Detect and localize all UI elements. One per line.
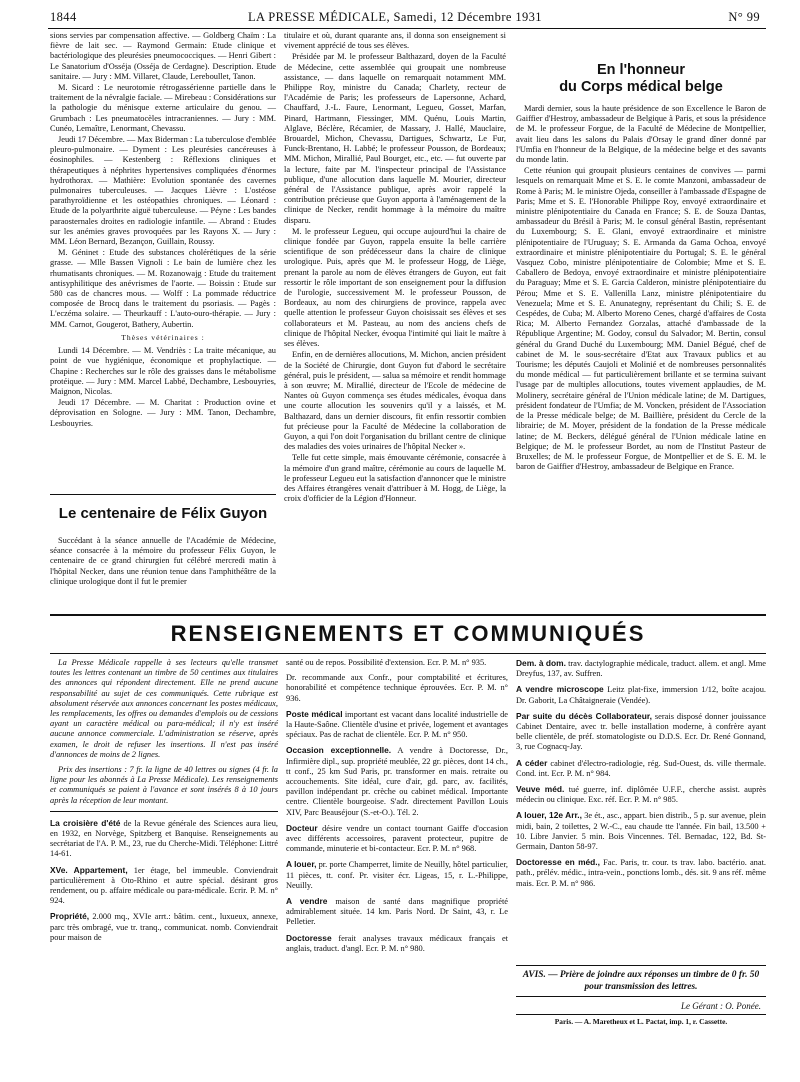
paragraph: Enfin, en de dernières allocutions, M. Michon, ancien président de la Société de Chirurgie, dont Guyon fut d'abord le secrétaire général, puis le président, — salua sa mémoire et rendit hommage à son œuvre; M. Mirallié, directeur de l'Ecole de médecine de Nantes où Guyon commença ses études médicales, évoqua dans une courte allocution les souvenirs qu'il y a laissés, et M. Balthazard, dans un dernier discours, fit enfin ressortir combien fut précieuse pour la Faculté de Médecine la collaboration de Guyon, a qui l'on doit l'organisation du brillant centre de clinique des maladies des voies urinaires de l'hôpital Necker ». [284, 350, 506, 452]
paragraph: titulaire et où, durant quarante ans, il donna son enseignement si vivement apprécié de tous ses élèves. [284, 31, 506, 51]
ad-text: 2.000 mq., XVIe arrt.: bâtim. cent., luxueux, annexe, parc très ombragé, vue tr. tranq., communicat. nomb. Conviendrait pour maison de [50, 912, 278, 942]
ad-heading: A louer, [286, 859, 317, 870]
ad-heading: A céder [516, 757, 548, 768]
ad-heading: Dem. à dom. [516, 658, 566, 668]
ad-text: ferait analyses travaux médicaux français et anglais, traduct. d'angl. Ecr. P. M. n° 980. [286, 933, 508, 953]
page-number: 1844 [50, 10, 77, 24]
issue-number: N° 99 [728, 10, 760, 24]
ad-item [516, 758, 766, 779]
ad-item [286, 709, 508, 741]
header-rule [48, 28, 766, 29]
imprint-line: Paris. — A. Maretheux et L. Pactat, imp. 1, r. Cassette. [554, 1017, 728, 1026]
ad-text: trav. dactylographie médicale, traduct. allem. et angl. Mme Dreyfus, 137, av. Suffren. [516, 659, 767, 679]
ad-text: cabinet d'électro-radiologie, rég. Sud-Ouest, ds. ville thermale. Cond. int. Ecr. P. M. n° 984. [516, 758, 766, 778]
paragraph: sions servies par compensation affective. — Goldberg Chaïm : La fièvre de lait sec. — Raymond Germain: Etude clinique et bactériologique des pleurésies pneumococciques. — Henri Gibert : Le Sanatorium d'Osséja (Osséja de Cerdagne). Description. Etude sanitaire. — Jury : MM. Villaret, Claude, Lereboullet, Tanon. [50, 31, 276, 81]
ad-heading: Veuve méd. [516, 784, 565, 795]
guyon-title: Le centenaire de Félix Guyon [58, 505, 268, 522]
paragraph: Telle fut cette simple, mais émouvante cérémonie, consacrée à la mémoire d'un grand maître, cérémonie au cours de laquelle M. le professeur Legueu eut la satisfaction d'annoncer que le ministre des Affaires étrangères venait d'attribuer à M. Hogg, de Liège, la croix d'officier de la Légion d'Honneur. [284, 453, 506, 504]
ad-heading: Poste médical [286, 708, 343, 719]
gerant-line: Le Gérant : O. Ponée. [681, 1001, 761, 1011]
ad-divider [50, 811, 278, 812]
ad-heading: A louer, 12e Arr., [516, 810, 582, 821]
banner-rule-bottom [50, 653, 766, 654]
ad-text: 3e ét., asc., appart. bien distrib., 5 p. sur avenue, plein midi, bain, 2 toilettes, 2 W.-C., eau chaude tte l'année. Fin bail, 13.500 + 10. Libre Janvier. 5 min. Bois Vincennes. Tél. Bernadac, 122, Bd. St-Germain, Danton 58-97. [516, 811, 766, 852]
avis-rule-bottom [516, 996, 766, 997]
avis-notice: AVIS. — Prière de joindre aux réponses un timbre de 0 fr. 50 pour transmission des lettres. [522, 970, 760, 992]
ad-item [286, 823, 508, 855]
ad-heading: Occasion exceptionnelle. [286, 745, 392, 756]
avis-rule-top [516, 965, 766, 966]
ad-item [50, 911, 278, 943]
ad-item [516, 784, 766, 805]
ad-item [286, 658, 508, 668]
ad-heading: XVe. Appartement, [50, 864, 128, 875]
ad-heading: Propriété, [50, 911, 90, 922]
ad-item [516, 711, 766, 753]
ad-heading: Doctoresse en méd., [516, 857, 600, 868]
paragraph: M. le professeur Legueu, qui occupe aujourd'hui la chaire de clinique fondée par Guyon, rappela ensuite la belle carrière scientifique de son prédécesseur dans la chaire de clinique urologique. Puis, après que M. le professeur Hogg, de Liège, prenant la parole au nom de élèves étrangers de Guyon, eut fait ressortir le rôle important de son enseignement pour la diffusion de l'urologie, successivement M. le professeur Pousson, de Bordeaux, au nom des chirurgiens de province, rappela avec quelle attention le professeur Guyon choisissait ses élèves et ses collaborateurs et M. Pasteau, au nom des anciens chefs de clinique de l'hôpital Necker, évoqua l'intimité qui liait le maître à ses élèves. [284, 226, 506, 349]
paragraph: Jeudi 17 Décembre. — Max Biderman : La tuberculose d'emblée pleuro-pulmonaire. — Dyment : Les pleurésies cancéreuses à éosinophiles. — Kestenberg : Réflexions cliniques et thérapeutiques à néphrites hypertensives compliquées d'énormes hydrothorax. — Mathière: Evolution spontanée des cavernes pulmonaires tuberculeuses. — Jacques Lièvre : L'ostéose parathyroïdienne et les ostéopathies chroniques. — Léonard : Etude de la polyarthrite aiguë tuberculeuse. — Péyne : Les bandes paraosternales droites en radiologie infantile. — Abrand : Etudes sur les anémies graves provoquées par les Rayons X. — Jury : MM. Léon Bernard, Bezançon, Guillain, Roussy. [50, 135, 276, 247]
notice-text: La Presse Médicale rappelle à ses lecteurs qu'elle transmet toutes les lettres contenant un timbre de 50 centimes aux titulaires des annonces qui répondent directement. Elle ne prend aucune responsabilité au sujet de ces communiqués. Cette rubrique est absolument réservée aux annonces concernant les postes médicaux, les remplacements, les offres ou demandes d'emplois ou de cessions ayant un caractère médical ou para-médical; il n'y est inséré aucune annonce commerciale. L'administration se réserve, après examen, le droit de refuser les insertions. Il n'est pas inséré d'annonces de moins de 2 lignes. [50, 658, 278, 759]
paragraph: Cette réunion qui groupait plusieurs centaines de convives — parmi lesquels on remarquait Mme et S. E. le comte Manzoni, ambassadeur de Rome à Paris; M. le ministre Ojeda, conseiller à l'ambassade d'Espagne de Paris; Mme et S. E. l'Honorable Philippe Roy, envoyé extraordinaire et ministre plénipotentiaire du Canada en France; S. E. de Souza Dantas, ambassadeur du Brésil à Paris; M. le consul général Bastin, représentant du Luxembourg; S. E. Glani, envoyé extraordinaire et ministre plénipotentiaire de l'Uruguay; S. E. Armanda da Gama Ochoa, envoyé extraordinaire et ministre plénipotentiaire du Portugal; S. E. le général Vasquez Cobo, ministre plénipotentiaire de Colombie; Mme et S. E. Caballero de Bedoya, envoyé extraordinaire et ministre plénipotentiaire du Paraguay; Mme et S. E. Garcia Calderon, ministre plénipotentiaire du Pérou; Mme et S. E. Vallenilla Lanz, ministre plénipotentiaire du Venezuela; Mme et S. E. Anunategny, représentant du Chili; S. E. de Cespédes, de Cuba; M. Alberto Moreno Cenes, chargé d'affaires de Costa Rica; M. Alberto Fernandez Gorzalas, attaché d'ambassade de la République Argentine; M. Godoy, consul du Salvador; M. Bertin, consul général du Grand Duché du Luxembourg; MM. Daniel Bégué, chef de cabinet de M. le sous-secrétaire d'Etat aux Travaux publics et au Tourisme; les députés Caujoli et Molinié et de nombreuses personnalités du monde médical — fut particulièrement brillante et se termina suivant l'usage par de multiples allocutions, toutes vivement applaudies, de M. Molinery, secrétaire général de l'Union médicale latine; de M. Dartigues, président fondateur de l'Umfia; de M. Voncken, président de l'Association de la Presse médicale belge; de M. Baillière, président du Cercle de la librairie; de M. Moyer, président de la fondation de la Presse médicale latine; de M. Beckers, délégué général de l'Union médicale latine en Belgique; de M. le professeur Bordet, au nom de l'Institut Pasteur de Bruxelles; de M. le professeur Forgue, de Montpellier et de S. E. M. le baron de Gaiffier d'Hestroy, ambassadeur de Belgique en France. [516, 166, 766, 472]
column-guyon [284, 31, 506, 609]
belge-title-line1: En l'honneur [596, 62, 686, 78]
ad-text: désire vendre un contact tournant Gaiffe d'occasion avec différents accessoires, paravent protecteur, pupitre de commande, minuterie et bi-contacteur. Ecr. P. M. n° 968. [286, 823, 509, 854]
paragraph: Présidée par M. le professeur Balthazard, doyen de la Faculté de Médecine, cette assemblée qui groupait une nombreuse assistance, — dans laquelle on remarquait notamment MM. Philippe Roy, ministre du Canada; Charlety, recteur de l'Académie de Paris; les professeurs de Lapersonne, Achard, Chauffard, J.-L. Faure, Lenormant, Legueu, Gosset, Marfan, Pinard, Hartmann, Fiessinger, MM. Quénu, Louis Martin, Alglave, Béclère, Récamier, de Massary, J. Hallé, Mauclaire, Brouardel, Michon, Chevassu, Dartigues, Schwartz, Le Fur, Funck-Brentano, H. Labbé; le professeur Pousson, de Bordeaux; MM. Michon, Mirallié, Paul Bourget, etc., etc. — fut ouverte par la lecture, faite par M. l'inspecteur principal de l'Assistance publique, d'une allocution dans laquelle M. Mourier, directeur général de l'Assistance publique, après avoir rappelé la contribution précieuse que Guyon apporta à l'aménagement de la clinique de Necker, rendit hommage à la mémoire du maître disparu. [284, 52, 506, 225]
divider [50, 494, 276, 495]
ad-text: serais disposé donner jouissance Cabinet Dentaire, avec tr. belle installation moderne, à confrère ayant belle clientèle, de préf. stomatologiste ou D.D.S. Ecr. Dr. René Gonnand, 3, rue Cognacq-Jay. [516, 711, 766, 752]
ad-text: de la Revue générale des Sciences aura lieu, en 1932, en Norvège, Spitzberg et Banquise. Renseignements au secrétariat de l'A. P. M., 23, rue du Cherche-Midi. Téléphone: Littré 14-61. [50, 818, 279, 859]
ads-column-3 [516, 658, 766, 958]
ad-text: Dr. recommande aux Confr., pour comptabilité et écritures, honorabilité et compétence technique éprouvées. Ecr. P. M. n° 936. [286, 673, 508, 703]
ad-heading: Par suite du décès Collaborateur, [516, 710, 652, 721]
page-header [20, 10, 770, 26]
section-banner: RENSEIGNEMENTS ET COMMUNIQUÉS [170, 621, 646, 646]
ad-text: tué guerre, inf. diplômée U.F.F., cherche assist. auprès médecin ou clinique. Exc. réf. Ecr. P. M. n° 985. [516, 785, 767, 805]
ad-heading: Doctoresse [286, 932, 332, 943]
paragraph: M. Géninet : Etude des substances cholérétiques de la série grasse. — Mlle Bassen Vignoli : Le bain de lumière chez les rhumatisants chroniques. — M. Rozanowajg : Etude du traitement antisyphilitique des anévrismes de l'aorte. — Boissin : Etude sur 580 cas de chancres mous. — Wolff : La pommade réductrice composée de Brocq dans le traitement du psoriasis. — Pagès : L'eczéma solaire. — Theurkauff : L'auto-ouro-thérapie. — Jury : MM. Carnot, Gougerot, Bathery, Aubertin. [50, 248, 276, 329]
ad-item [286, 896, 508, 928]
ads-column-1 [50, 658, 278, 1068]
paragraph: M. Sicard : Le neurotomie rétrogassérienne partielle dans le traitement de la névralgie faciale. — Mirebeau : Considérations sur la pathologie du ménisque externe articulaire du genou. — Grumbach : Les pneumatocèles intracraniennes. — Jury : MM. Cunéo, Lemaître, Lenormant, Chevassu. [50, 83, 276, 133]
ad-text: santé ou de repos. Possibilité d'extension. Ecr. P. M. n° 935. [286, 658, 487, 667]
banner-rule-top [50, 614, 766, 616]
ad-item [286, 859, 508, 891]
ad-text: Fac. Paris, tr. cour. ts trav. labo. bactério. anat. path., prélév. médic., intra-vein., ponctions lomb., dés. sit. 9 ans réf. même mais. Ecr. P. M. n° 986. [516, 858, 766, 888]
prices-text: Prix des insertions : 7 fr. la ligne de 40 lettres ou signes (4 fr. la ligne pour les abonnés à La Presse Médicale). Les renseignements et communiqués se paient à l'avance et sont insérés 8 à 10 jours après la réception de leur montant. [50, 765, 278, 805]
guyon-intro [50, 536, 276, 606]
ad-text: 1er étage, bel immeuble. Conviendrait particulièrement à Oto-Rhino et autre spécial. désirant gros rendement, ou p. affaire médicale ou para-médicale. Ecrir. P. M. n° 924. [50, 865, 279, 906]
ad-item [50, 818, 278, 860]
section-subtitle: Thèses vétérinaires : [121, 332, 205, 342]
ad-heading: A vendre microscope [516, 684, 604, 695]
column-theses [50, 31, 276, 428]
journal-title: LA PRESSE MÉDICALE, Samedi, 12 Décembre 1931 [248, 10, 542, 24]
ad-item [286, 745, 508, 817]
ad-heading: A vendre [286, 896, 328, 907]
paragraph: Lundi 14 Décembre. — M. Vendriès : La traite mécanique, au point de vue hygiénique, économique et prophylactique. — Chapine : Recherches sur le rôle des graisses dans le métabolisme protéique. — Jury : MM. Marcel Labbé, Dechambre, Lesbouyries, Maignon, Nicolas. [50, 346, 276, 396]
ad-item [286, 933, 508, 954]
ad-text: Leitz plat-fixe, immersion 1/12, boîte acajou. Dr. Gaborit, La Châtaigneraie (Vendée). [516, 685, 767, 705]
paragraph: Succédant à la séance annuelle de l'Académie de Médecine, séance consacrée à la mémoire du professeur Félix Guyon, le centenaire de ce grand chirurgien fut célébré mercredi matin à l'hôpital Necker, dans une réunion tenue dans l'amphithéâtre de la clinique urologique dont il fut le premier [50, 536, 276, 586]
ads-column-2 [286, 658, 508, 1068]
ad-item [516, 684, 766, 705]
ad-text: maison de santé dans magnifique propriété admirablement située. 14 km. Paris Nord. Dr Saint, 43, r. Le Pelletier. [286, 897, 509, 927]
ad-item [516, 810, 766, 852]
imprint-rule [516, 1014, 766, 1015]
column-belge [516, 104, 766, 609]
ad-item [516, 658, 766, 679]
ad-heading: La croisière d'été [50, 817, 121, 828]
paragraph: Mardi dernier, sous la haute présidence de son Excellence le Baron de Gaiffier d'Hestroy, ambassadeur de Belgique à Paris, et sous la présidence de M. le professeur Forgue, de la Faculté de Médecine de Montpellier, avait lieu dans les salons du Palais d'Orsay le grand dîner donné par l'Umfia en l'honneur de la Belgique, de la médecine belge et des savants du monde latin. [516, 104, 766, 165]
ad-text: A vendre à Doctoresse, Dr., Infirmière dipl., sup. propriété meublée, 22 gr. pièces, dont 14 ch., tt conf., 25 km Sud Paris, pr. transformer en mais. retraite ou accouchements. Site idéal, cure d'air, gd. parc, av. facilités, pavillon indépendant pr. crèche ou cabinet médical. Importante centre. Clientèle bourgeoise. S'adr. directement Pavillon Louis XIV, Parc Beauséjour (S.-et-O.). Tél. 2. [286, 746, 508, 817]
paragraph: Jeudi 17 Décembre. — M. Charitat : Production ovine et déprovisation en Sologne. — Jury : MM. Tanon, Dechambre, Lesbouyries. [50, 398, 276, 428]
ad-heading: Docteur [286, 822, 318, 833]
ad-item [286, 673, 508, 704]
ad-text: important est vacant dans localité industrielle de la Haute-Saône. Clientèle d'usine et privée, logement et avantages spéciaux. Pas de rachat de clientèle. Ecr. P. M. n° 950. [286, 709, 509, 740]
belge-title [516, 62, 766, 96]
ad-item [50, 865, 278, 907]
ad-item [516, 857, 766, 889]
ad-text: pr. porte Champerret, limite de Neuilly, hôtel particulier, 11 pièces, tt. conf. Pr. visiter écr. Ligeas, 15, r. L.-Philippe, Neuilly. [286, 860, 508, 890]
belge-title-line2: du Corps médical belge [559, 79, 723, 95]
